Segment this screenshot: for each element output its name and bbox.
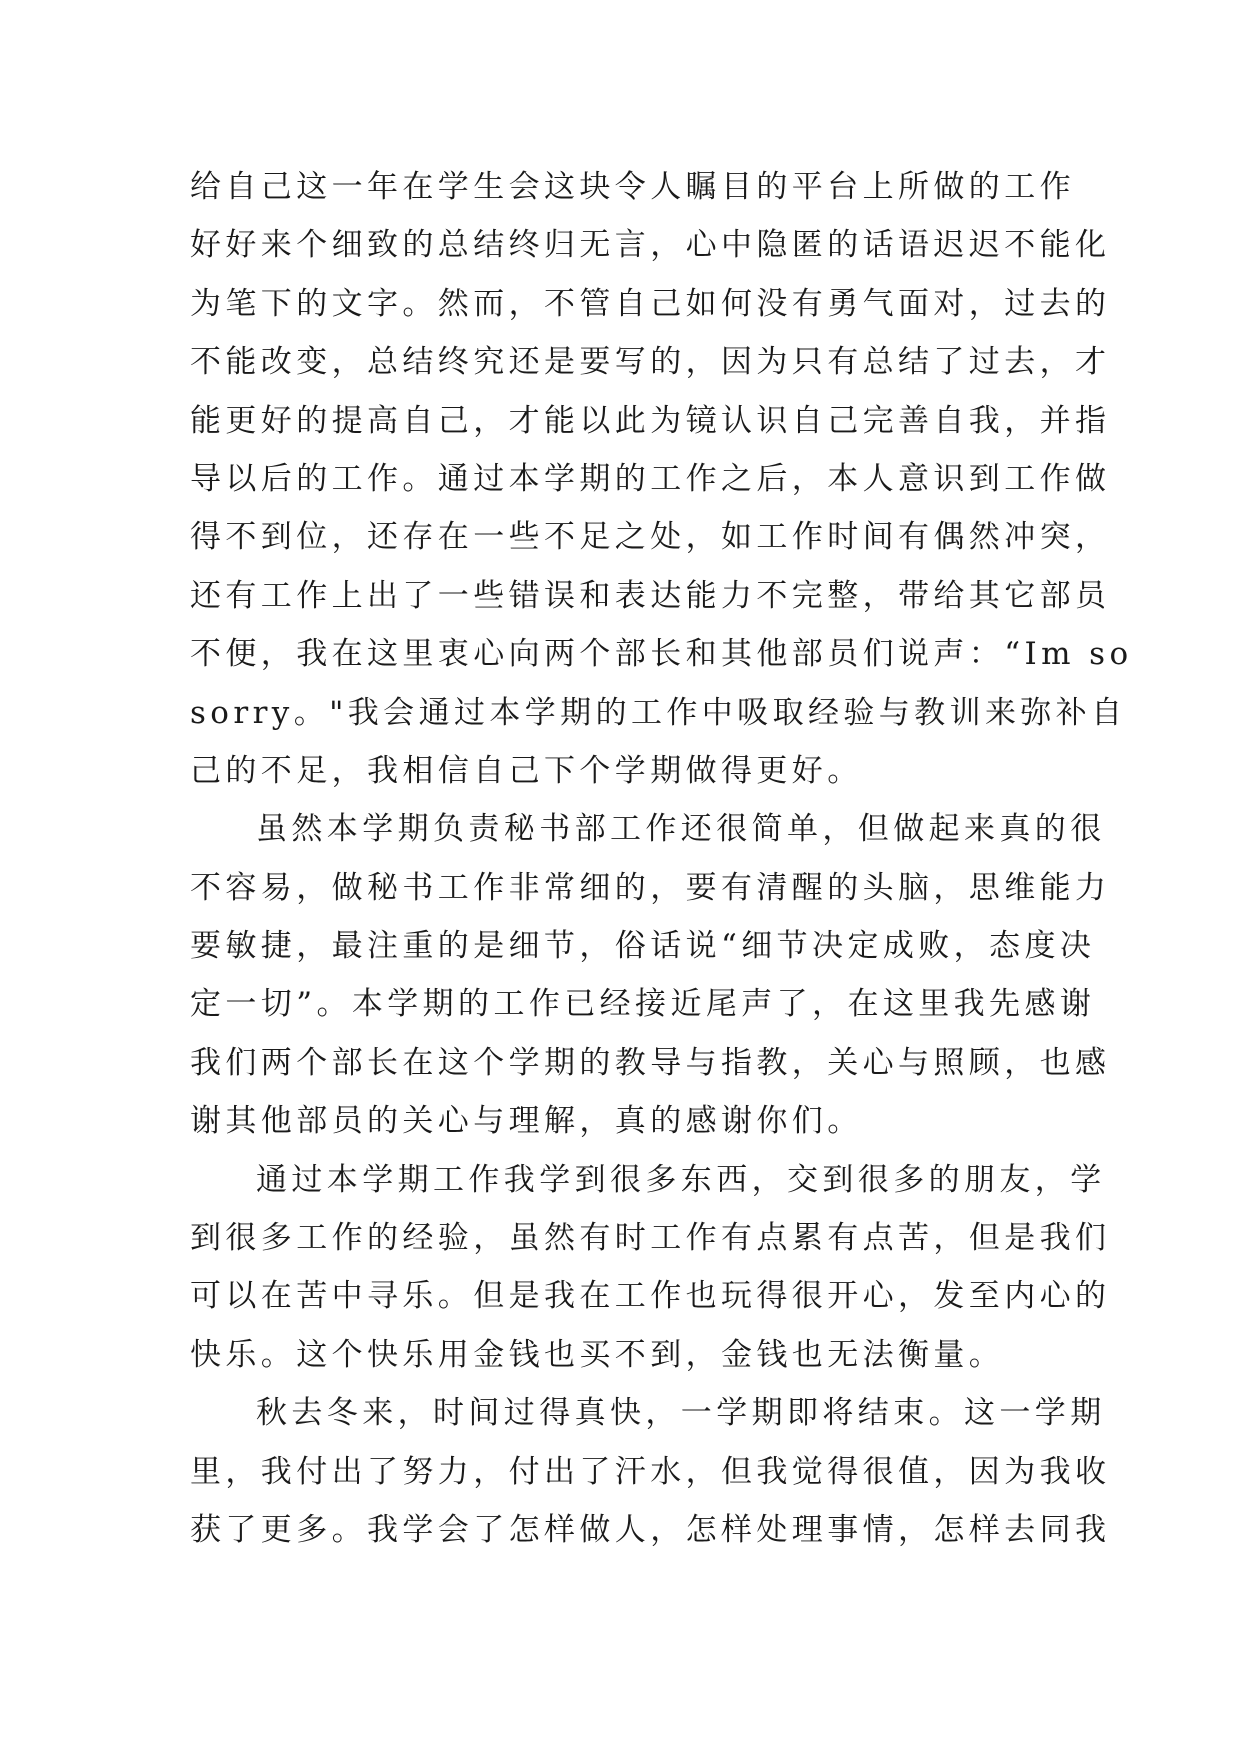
paragraph-4 xyxy=(190,1384,1111,1559)
text-line: 能更好的提高自己，才能以此为镜认识自己完善自我，并指 xyxy=(190,402,1111,439)
text-line: 为笔下的文字。然而，不管自己如何没有勇气面对，过去的 xyxy=(190,285,1111,322)
text-line: 可以在苦中寻乐。但是我在工作也玩得很开心，发至内心的 xyxy=(190,1278,1111,1315)
text-line: 不容易，做秘书工作非常细的，要有清醒的头脑，思维能力 xyxy=(190,869,1111,906)
text-line: 好好来个细致的总结终归无言，心中隐匿的话语迟迟不能化 xyxy=(190,227,1111,264)
text-line-indented: 秋去冬来，时间过得真快，一学期即将结束。这一学期 xyxy=(256,1395,1106,1432)
text-line: 快乐。这个快乐用金钱也买不到，金钱也无法衡量。 xyxy=(190,1336,1005,1373)
text-line: 得不到位，还存在一些不足之处，如工作时间有偶然冲突， xyxy=(190,519,1111,556)
text-line: 给自己这一年在学生会这块令人瞩目的平台上所做的工作 xyxy=(190,169,1075,205)
text-line: 获了更多。我学会了怎样做人，怎样处理事情，怎样去同我 xyxy=(190,1511,1111,1548)
text-line: 要敏捷，最注重的是细节，俗话说“细节决定成败，态度决 xyxy=(190,928,1096,965)
text-line-indented: 虽然本学期负责秘书部工作还很简单，但做起来真的很 xyxy=(256,811,1106,848)
text-line: 还有工作上出了一些错误和表达能力不完整，带给其它部员 xyxy=(190,577,1111,614)
text-line: 己的不足，我相信自己下个学期做得更好。 xyxy=(190,752,863,789)
text-line: 谢其他部员的关心与理解，真的感谢你们。 xyxy=(190,1103,863,1140)
paragraph-1 xyxy=(190,158,1133,800)
text-line: 不便，我在这里衷心向两个部长和其他部员们说声：“Im so xyxy=(190,636,1133,673)
text-line: 导以后的工作。通过本学期的工作之后，本人意识到工作做 xyxy=(190,460,1111,497)
text-line: 我们两个部长在这个学期的教导与指教，关心与照顾，也感 xyxy=(190,1044,1111,1081)
text-line-indented: 通过本学期工作我学到很多东西，交到很多的朋友，学 xyxy=(256,1161,1106,1198)
document-body xyxy=(190,158,1133,1559)
text-line: 定一切”。本学期的工作已经接近尾声了，在这里我先感谢 xyxy=(190,986,1096,1023)
paragraph-3 xyxy=(190,1151,1111,1385)
text-line: 不能改变，总结终究还是要写的，因为只有总结了过去，才 xyxy=(190,344,1111,381)
text-line: sorry。"我会通过本学期的工作中吸取经验与教训来弥补自 xyxy=(190,694,1127,731)
paragraph-2 xyxy=(190,800,1111,1150)
text-line: 里，我付出了努力，付出了汗水，但我觉得很值，因为我收 xyxy=(190,1453,1111,1490)
text-line: 到很多工作的经验，虽然有时工作有点累有点苦，但是我们 xyxy=(190,1220,1111,1257)
